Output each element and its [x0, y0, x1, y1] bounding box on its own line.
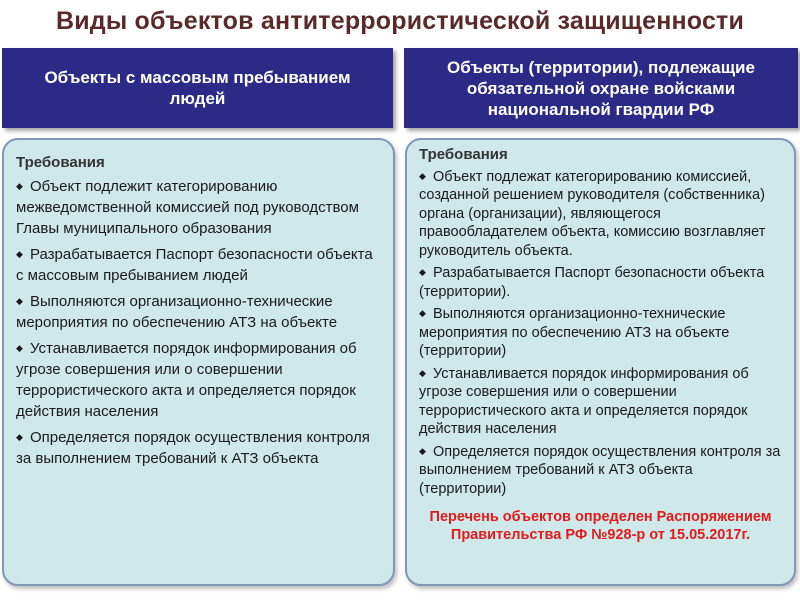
list-item [419, 167, 782, 261]
list-item-text: Определяется порядок осуществления контроля за выполнением требований к АТЗ объекта [16, 429, 370, 467]
list-item [419, 304, 782, 361]
right-requirements-list [419, 167, 782, 499]
list-item [16, 427, 379, 469]
list-item-text: Объект подлежат категорированию комиссией, созданной решением руководителя (собственника) органа (организации), являющегося правообладателем объекта, комиссию возглавляет руководитель объекта. [419, 168, 766, 259]
list-item-text: Определяется порядок осуществления контроля за выполнением требований к АТЗ объекта (территории) [419, 443, 781, 497]
right-requirements-panel [405, 138, 796, 586]
diamond-bullet-icon: ◆ [16, 432, 23, 442]
diamond-bullet-icon: ◆ [419, 170, 426, 181]
list-item-text: Устанавливается порядок информирования об угрозе совершения или о совершении террористического акта и определяется порядок действия населения [16, 340, 357, 420]
list-item [16, 244, 379, 286]
list-item-text: Выполняются организационно-технические мероприятия по обеспечению АТЗ на объекте (территории) [419, 306, 730, 359]
list-item [16, 291, 379, 333]
diamond-bullet-icon: ◆ [419, 445, 426, 456]
left-column-header [2, 48, 393, 128]
diamond-bullet-icon: ◆ [419, 267, 426, 277]
diamond-bullet-icon: ◆ [16, 181, 23, 191]
list-item [419, 442, 782, 499]
right-requirements-heading: Требования [419, 146, 508, 163]
list-item-text: Выполняются организационно-технические мероприятия по обеспечению АТЗ на объекте [16, 293, 338, 331]
list-item [419, 263, 782, 301]
list-item-text: Устанавливается порядок информирования об угрозе совершения или о совершении террористического акта и определяется порядок действия населения [419, 365, 749, 437]
left-requirements-list [16, 176, 379, 469]
list-item-text: Разрабатывается Паспорт безопасности объекта (территории). [419, 265, 765, 300]
left-column-header-text: Объекты с массовым пребыванием людей [44, 68, 351, 108]
list-item [16, 176, 379, 239]
diamond-bullet-icon: ◆ [419, 308, 426, 318]
right-column-header-text: Объекты (территории), подлежащие обязательной охране войсками национальной гвардии РФ [447, 57, 755, 119]
list-item-text: Объект подлежит категорированию межведомственной комиссией под руководством Главы муниципального образования [16, 178, 359, 237]
right-column-header [404, 48, 798, 128]
list-item [16, 338, 379, 422]
page-title: Виды объектов антитеррористической защищенности [55, 7, 745, 35]
left-requirements-heading: Требования [16, 154, 105, 171]
diamond-bullet-icon: ◆ [16, 249, 23, 259]
diamond-bullet-icon: ◆ [16, 343, 23, 353]
government-order-note: Перечень объектов определен Распоряжением Правительства РФ №928-р от 15.05.2017г. [429, 509, 772, 543]
diamond-bullet-icon: ◆ [16, 296, 23, 306]
list-item [419, 364, 782, 439]
diamond-bullet-icon: ◆ [419, 367, 426, 378]
list-item-text: Разрабатывается Паспорт безопасности объекта с массовым пребыванием людей [16, 246, 373, 284]
left-requirements-panel [2, 138, 395, 586]
